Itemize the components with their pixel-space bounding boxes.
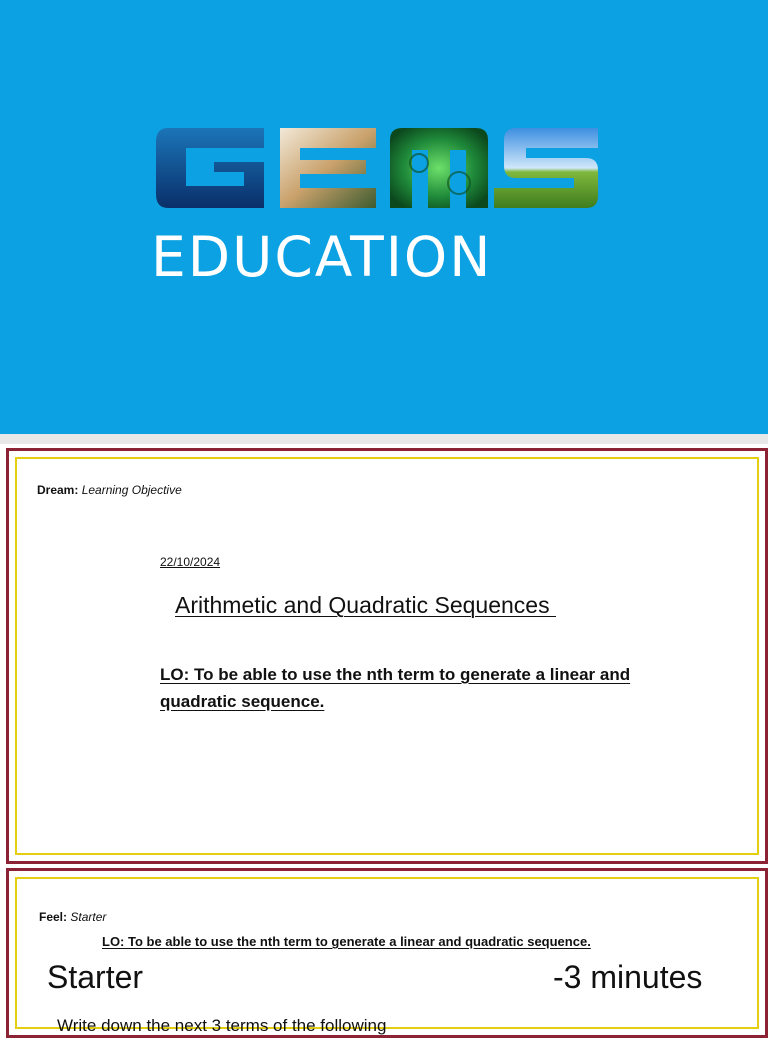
label-bold: Dream: bbox=[37, 483, 79, 497]
cover-slide bbox=[0, 0, 768, 434]
starter-slide bbox=[6, 868, 768, 1038]
label-italic: Starter bbox=[70, 910, 107, 924]
gems-logo-image bbox=[154, 128, 600, 208]
inner-frame bbox=[15, 877, 759, 1035]
inner-frame bbox=[15, 457, 759, 855]
learning-objective-slide bbox=[6, 448, 768, 864]
label-italic: Learning Objective bbox=[81, 483, 182, 497]
slide-label bbox=[39, 910, 106, 924]
lesson-title: Arithmetic and Quadratic Sequences bbox=[175, 592, 556, 618]
learning-objective: LO: To be able to use the nth term to generate a linear and quadratic sequence. bbox=[102, 934, 591, 949]
timer-text: -3 minutes bbox=[553, 959, 703, 995]
gems-logo bbox=[154, 128, 600, 208]
slide-gap bbox=[0, 434, 768, 444]
instruction-text: Write down the next 3 terms of the following bbox=[57, 1016, 387, 1035]
learning-objective: LO: To be able to use the nth term to generate a linear and quadratic sequence. bbox=[160, 665, 631, 711]
label-bold: Feel: bbox=[39, 910, 68, 924]
slide-label bbox=[37, 483, 182, 497]
lesson-date: 22/10/2024 bbox=[160, 555, 221, 569]
education-wordmark: EDUCATION bbox=[151, 225, 493, 289]
starter-heading: Starter bbox=[47, 959, 144, 995]
